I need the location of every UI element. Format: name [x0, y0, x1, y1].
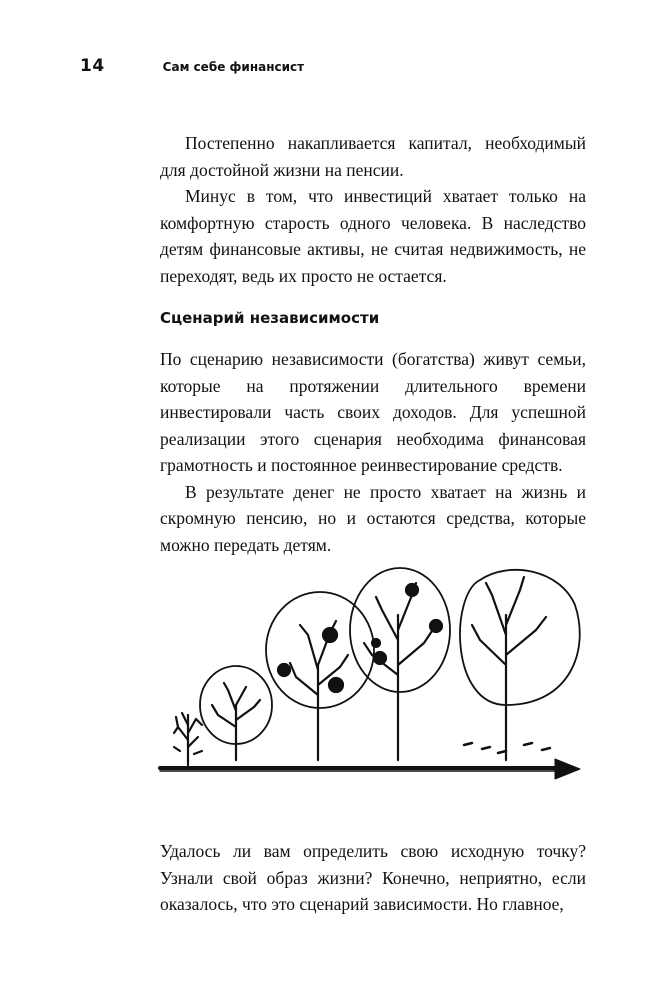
page-number: 14: [80, 56, 105, 76]
sapling-tree: [174, 713, 202, 765]
text-block-1: [160, 130, 586, 289]
young-tree: [200, 666, 272, 760]
fruit-tree-small: [266, 592, 374, 760]
paragraph: В результате денег не просто хватает на жизнь и скромную пенсию, но и остаются средства, которые можно передать детям.: [160, 481, 586, 555]
paragraph: Минус в том, что инвестиций хватает только на комфортную старость одного человека. В наследство детям финансовые активы, не считая недвижимость, не переходят, ведь их просто не остается.: [160, 186, 586, 286]
illustration-drawing: [150, 555, 590, 785]
running-title: Сам себе финансист: [162, 60, 305, 74]
fruit-tree-large: [350, 568, 450, 760]
paragraph: По сценарию независимости (богатства) живут семьи, которые на протяжении длительного времени инвестировали часть своих доходов. Для успешной реализации этого сценария необходима финансовая грамотность и постоянное реинвестирование средств.: [160, 349, 586, 475]
text-block-2: [160, 346, 586, 558]
paragraph: Постепенно накапливается капитал, необходимый для достойной жизни на пенсии.: [160, 133, 586, 180]
time-arrow: [160, 759, 580, 779]
section-heading: Сценарий независимости: [160, 309, 380, 327]
text-block-3: [160, 838, 586, 918]
paragraph: Удалось ли вам определить свою исходную точку? Узнали свой образ жизни? Конечно, неприятно, если оказалось, что это сценарий зависимости. Но главное,: [160, 841, 586, 914]
tree-growth-illustration: [150, 555, 590, 785]
mature-tree: [460, 570, 580, 760]
page-header: [80, 56, 304, 76]
